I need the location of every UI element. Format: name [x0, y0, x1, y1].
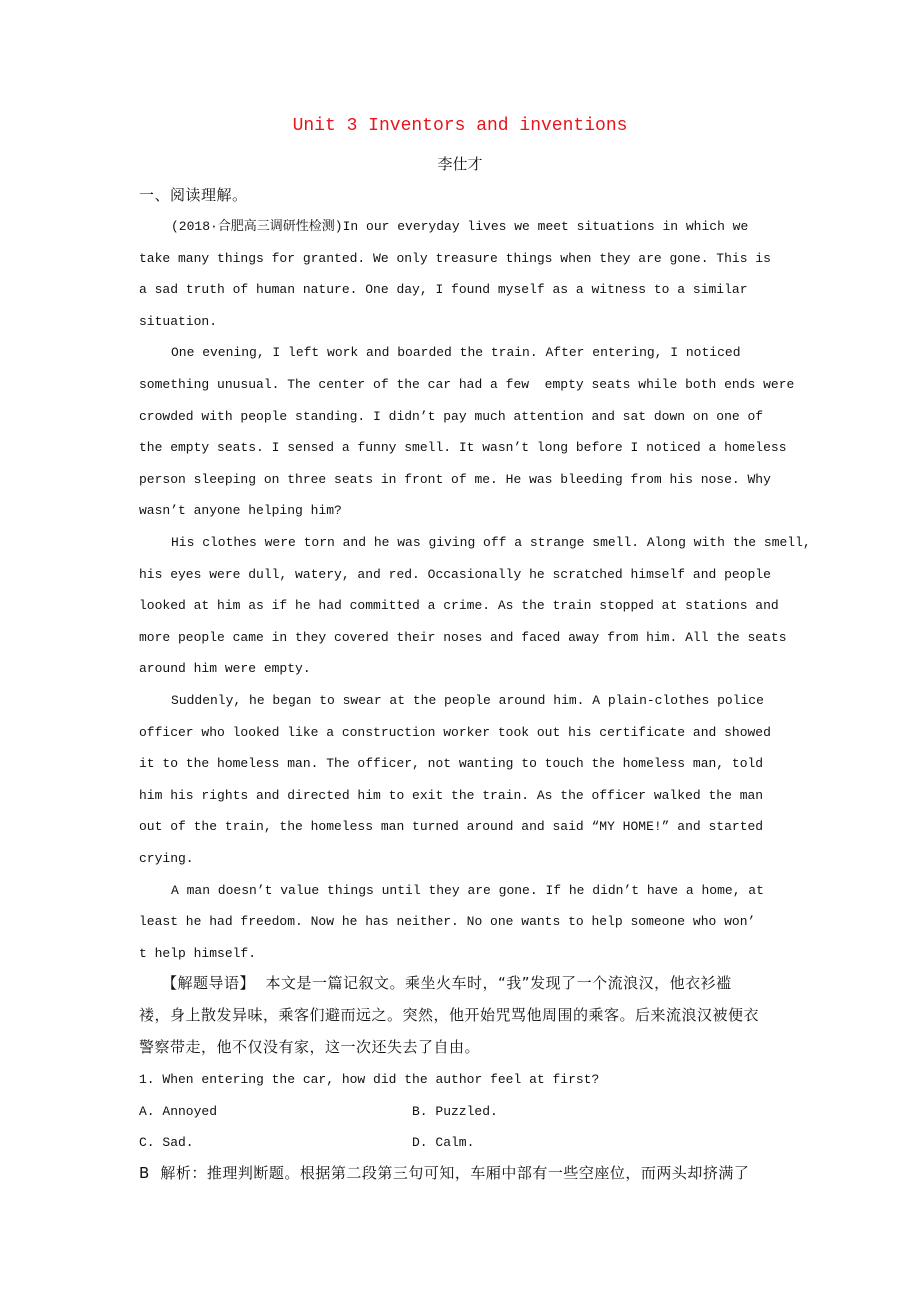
document-title: Unit 3 Inventors and inventions	[292, 116, 628, 136]
passage-line: A man doesn’t value things until they are gone. If he didn’t have a home, at	[171, 883, 764, 898]
passage-line: One evening, I left work and boarded the train. After entering, I noticed	[171, 345, 741, 360]
guide-line: 【解题导语】 本文是一篇记叙文。乘坐火车时，“我”发现了一个流浪汉，他衣衫褴	[162, 974, 732, 992]
section-heading: 一、阅读理解。	[139, 186, 248, 204]
passage-line: his eyes were dull, watery, and red. Occasionally he scratched himself and people	[139, 567, 771, 582]
passage-line: the empty seats. I sensed a funny smell. It wasn’t long before I noticed a homeless	[139, 440, 787, 455]
answer-explanation: B 解析：推理判断题。根据第二段第三句可知，车厢中部有一些空座位，而两头却挤满了	[139, 1164, 750, 1182]
question-text: 1. When entering the car, how did the author feel at first?	[139, 1072, 600, 1087]
author: 李仕才	[437, 155, 483, 173]
passage-line: Suddenly, he began to swear at the people around him. A plain-clothes police	[171, 693, 764, 708]
passage-line: a sad truth of human nature. One day, I found myself as a witness to a similar	[139, 282, 748, 297]
guide-line: 警察带走，他不仅没有家，这一次还失去了自由。	[139, 1038, 481, 1056]
passage-line: something unusual. The center of the car had a few empty seats while both ends were	[139, 377, 795, 392]
answer-option: A. Annoyed	[139, 1104, 218, 1119]
passage-line: him his rights and directed him to exit the train. As the officer walked the man	[139, 788, 764, 803]
passage-line: crowded with people standing. I didn’t pay much attention and sat down on one of	[139, 409, 764, 424]
passage-line: crying.	[139, 851, 194, 866]
passage-line: (2018·合肥高三调研性检测)In our everyday lives we meet situations in which we	[171, 219, 749, 234]
passage-line: His clothes were torn and he was giving off a strange smell. Along with the smell,	[171, 535, 811, 550]
passage-line: t help himself.	[139, 946, 257, 961]
passage-line: least he had freedom. Now he has neither. No one wants to help someone who won’	[139, 914, 756, 929]
passage-line: out of the train, the homeless man turned around and said “MY HOME!” and started	[139, 819, 764, 834]
answer-option: C. Sad.	[139, 1135, 194, 1150]
passage-line: person sleeping on three seats in front of me. He was bleeding from his nose. Why	[139, 472, 771, 487]
passage-line: looked at him as if he had committed a crime. As the train stopped at stations and	[139, 598, 779, 613]
passage-line: situation.	[139, 314, 218, 329]
answer-option: D. Calm.	[412, 1135, 475, 1150]
passage-line: wasn’t anyone helping him?	[139, 503, 342, 518]
passage-line: more people came in they covered their noses and faced away from him. All the seats	[139, 630, 787, 645]
answer-option: B. Puzzled.	[412, 1104, 498, 1119]
passage-line: officer who looked like a construction worker took out his certificate and showed	[139, 725, 771, 740]
passage-line: it to the homeless man. The officer, not wanting to touch the homeless man, told	[139, 756, 764, 771]
passage-line: around him were empty.	[139, 661, 311, 676]
passage-line: take many things for granted. We only treasure things when they are gone. This is	[139, 251, 771, 266]
guide-line: 褛，身上散发异味，乘客们避而远之。突然，他开始咒骂他周围的乘客。后来流浪汉被便衣	[139, 1006, 760, 1024]
